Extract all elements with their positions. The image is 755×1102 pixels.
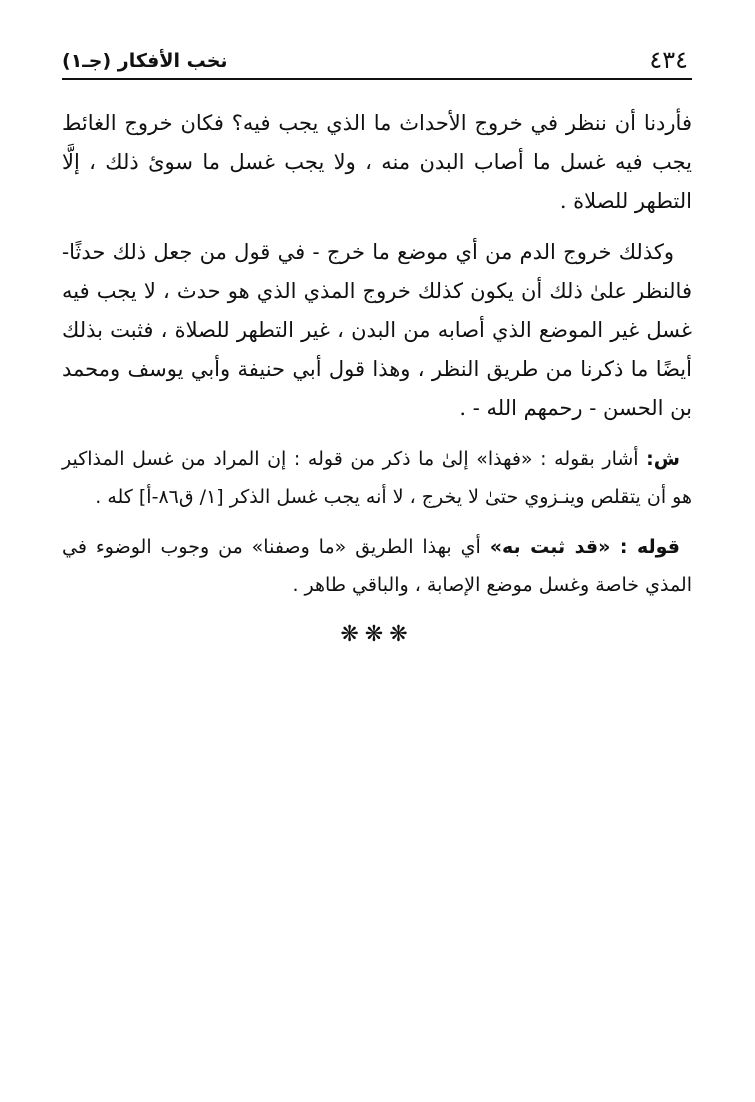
commentary-marker: ش: (646, 448, 680, 470)
running-header (62, 44, 692, 80)
commentary-text: أشار بقوله : «فهذا» إلىٰ ما ذكر من قوله : إن المراد من غسل المذاكير هو أن يتقلص وينـزوي حتىٰ لا يخرج ، لا أنه يجب غسل الذكر [١/ ق٨٦-أ] كله . (62, 448, 692, 508)
commentary-lead: قوله : (619, 536, 680, 558)
document-page (62, 44, 692, 647)
section-ornament: ❋❋❋ (340, 622, 414, 647)
page-number: ٤٣٤ (649, 46, 688, 74)
book-title: نخب الأفكار (جـ١) (62, 50, 228, 72)
commentary-text-2: أي بهذا الطريق «ما وصفنا» من وجوب الوضوء في المذي خاصة وغسل موضع الإصابة ، والباقي طاهر . (62, 536, 692, 596)
commentary-paragraph-1 (62, 440, 692, 516)
commentary-paragraph-2 (62, 528, 692, 604)
quoted-phrase: «قد ثبت به» (489, 536, 620, 558)
body-text (62, 104, 692, 647)
main-paragraph-2: وكذلك خروج الدم من أي موضع ما خرج - في قول من جعل ذلك حدثًا- فالنظر علىٰ ذلك أن يكون كذلك خروج المذي الذي هو حدث ، لا يجب فيه غسل غير الموضع الذي أصابه من البدن ، غير التطهر للصلاة ، فثبت بذلك أيضًا ما ذكرنا من طريق النظر ، وهذا قول أبي حنيفة وأبي يوسف ومحمد بن الحسن - رحمهم الله - . (62, 240, 692, 420)
main-paragraph-1: فأردنا أن ننظر في خروج الأحداث ما الذي يجب فيه؟ فكان خروج الغائط يجب فيه غسل ما أصاب البدن منه ، ولا يجب غسل ما سوئ ذلك ، إلَّا التطهر للصلاة . (62, 111, 692, 213)
